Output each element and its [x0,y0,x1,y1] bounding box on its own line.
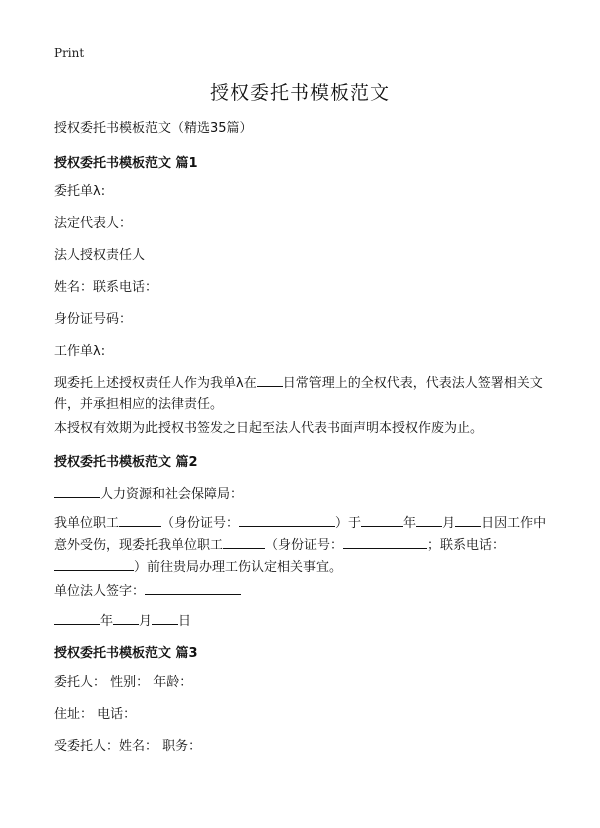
blank-line [145,580,241,595]
field-work-unit: 工作单λ: [54,344,106,359]
field-id-number: 身份证号码： [54,312,133,327]
blank-line [54,556,134,571]
blank-line [361,512,403,527]
blank-line [119,512,161,527]
injury-paragraph [54,512,550,578]
field-agent: 受委托人：姓名： 职务： [54,739,202,754]
bureau-line [54,483,243,504]
field-address-phone: 住址： 电话： [54,707,137,722]
blank-line [54,610,100,625]
field-principal: 委托人： 性别： 年龄： [54,675,193,690]
paragraph-text: （身份证号： [161,516,240,531]
signature-line [54,580,241,601]
blank-line [239,512,335,527]
blank-line [343,534,427,549]
paragraph-text: 年 [403,516,417,531]
page-title: 授权委托书模板范文 [209,82,390,104]
paragraph-text: 月 [442,516,456,531]
paragraph-text: 现委托上述授权责任人作为我单λ在 [54,376,257,391]
blank-line [54,483,100,498]
paragraph-text: ）前往贵局办理工伤认定相关事宜。 [134,560,343,575]
validity-paragraph: 本授权有效期为此授权书签发之日起至法人代表书面声明本授权作废为止。 [54,421,484,436]
paragraph-text: 我单位职工 [54,516,120,531]
section-heading-3: 授权委托书模板范文 篇3 [54,646,198,661]
paragraph-text: （身份证号： [265,538,344,553]
bureau-name: 人力资源和社会保障局： [100,487,244,502]
date-day-label: 日 [178,614,192,629]
authorization-paragraph [54,372,550,415]
blank-line [257,372,283,387]
print-link[interactable]: Print [54,46,85,60]
field-name-phone: 姓名：联系电话： [54,280,159,295]
field-entrusting-unit: 委托单λ: [54,184,106,199]
section-heading-2: 授权委托书模板范文 篇2 [54,455,198,470]
blank-line [416,512,442,527]
paragraph-text: ）于 [335,516,362,531]
document-subtitle: 授权委托书模板范文（精选35篇） [54,121,253,136]
field-legal-representative: 法定代表人： [54,216,133,231]
blank-line [113,610,139,625]
date-year-label: 年 [100,614,114,629]
blank-line [152,610,178,625]
paragraph-text: 日常管理上的全权代表，代表法人签署相关文件，并承担相应的法律责任。 [54,376,543,412]
paragraph-text: ；联系电话： [427,538,506,553]
signature-label: 单位法人签字： [54,584,146,599]
date-line [54,610,191,631]
field-authorized-person: 法人授权责任人 [54,248,146,263]
blank-line [455,512,481,527]
paragraph-text: 日因工作中意外受伤，现委托我单位职工 [54,516,547,553]
date-month-label: 月 [139,614,153,629]
section-heading-1: 授权委托书模板范文 篇1 [54,156,198,171]
blank-line [223,534,265,549]
